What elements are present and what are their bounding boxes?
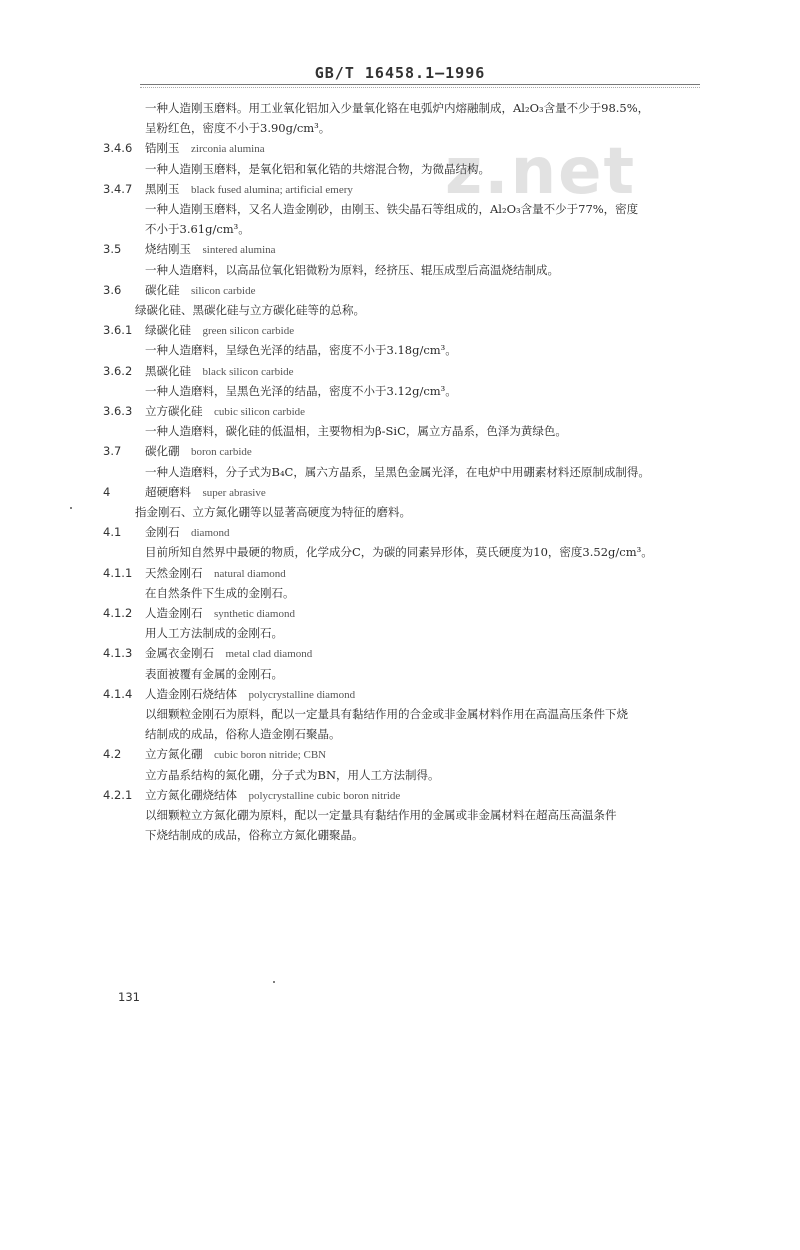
scan-speck <box>70 507 72 509</box>
term-english: diamond <box>191 527 230 540</box>
definition-text: 一种人造刚玉磨料。用工业氧化铝加入少量氧化铬在电弧炉内熔融制成，Al₂O₃含量不少于98.5%， <box>145 101 650 115</box>
definition-text: 一种人造磨料，碳化硅的低温相，主要物相为β-SiC，属立方晶系，色泽为黄绿色。 <box>145 424 567 439</box>
term-title: 立方氮化硼烧结体 <box>145 787 237 802</box>
clause-number: 3.4.7 <box>103 181 133 196</box>
term-line <box>145 282 255 299</box>
definition-text: 指金刚石、立方氮化硼等以显著高硬度为特征的磨料。 <box>135 505 411 519</box>
clause-number: 3.4.6 <box>103 141 133 156</box>
term-line <box>145 787 400 804</box>
definition-text: 绿碳化硅、黑碳化硅与立方碳化硅等的总称。 <box>135 303 365 317</box>
term-english: metal clad diamond <box>225 648 313 661</box>
term-line <box>145 181 353 198</box>
term-english: boron carbide <box>191 446 252 459</box>
clause-number: 4 <box>103 484 111 499</box>
definition-text: 一种人造磨料，分子式为B₄C，属六方晶系，呈黑色金属光泽，在电炉中用硼素材料还原制成制得。 <box>145 464 650 479</box>
term-line <box>145 605 295 622</box>
clause-number: 3.7 <box>103 444 122 459</box>
term-english: zirconia alumina <box>191 143 265 156</box>
term-title: 绿碳化硅 <box>145 323 191 338</box>
definition-text: 不小于3.61g/cm³。 <box>145 222 250 237</box>
term-title: 超硬磨料 <box>145 484 191 499</box>
term-english: green silicon carbide <box>202 325 295 338</box>
term-english: black silicon carbide <box>202 365 294 378</box>
clause-number: 4.1.4 <box>103 686 133 701</box>
definition-text: 目前所知自然界中最硬的物质，化学成分C，为碳的同素异形体，莫氏硬度为10，密度3.52g/cm³。 <box>145 545 653 560</box>
clause-number: 4.1.2 <box>103 606 133 620</box>
definition-text: 一种人造刚玉磨料，又名人造金刚砂，由刚玉、铁尖晶石等组成的，Al₂O₃含量不少于77%，密度 <box>145 202 639 216</box>
term-title: 碳化硅 <box>145 282 180 297</box>
definition-text: 下烧结制成的成品，俗称立方氮化硼聚晶。 <box>145 828 364 843</box>
term-title: 立方碳化硅 <box>145 404 203 418</box>
term-title: 立方氮化硼 <box>145 747 203 762</box>
term-english: black fused alumina; artificial emery <box>191 183 353 196</box>
definition-text: 一种人造磨料，呈绿色光泽的结晶，密度不小于3.18g/cm³。 <box>145 343 457 358</box>
clause-number: 3.6 <box>103 282 122 297</box>
clause-number: 4.1.3 <box>103 646 133 661</box>
definition-text: 以细颗粒立方氮化硼为原料，配以一定量具有黏结作用的金属或非金属材料在超高压高温条件 <box>145 808 617 822</box>
definition-text: 呈粉红色，密度不小于3.90g/cm³。 <box>145 121 331 136</box>
clause-number: 4.2.1 <box>103 787 133 802</box>
term-title: 烧结刚玉 <box>145 242 191 257</box>
clause-number: 4.2 <box>103 747 122 762</box>
term-line <box>145 403 305 420</box>
definition-text: 一种人造刚玉磨料，是氧化铝和氧化锆的共熔混合物，为微晶结构。 <box>145 161 490 176</box>
term-title: 人造金刚石 <box>145 606 203 620</box>
clause-number: 3.6.2 <box>103 363 133 378</box>
term-english: synthetic diamond <box>214 608 295 620</box>
term-title: 金刚石 <box>145 525 180 540</box>
term-title: 金属衣金刚石 <box>145 646 214 661</box>
standard-number-header: GB/T 16458.1—1996 <box>314 64 486 82</box>
term-title: 黑刚玉 <box>145 181 180 196</box>
term-english: cubic boron nitride; CBN <box>214 749 327 762</box>
page-number: 131 <box>118 990 140 1004</box>
definition-text: 结制成的成品，俗称人造金刚石聚晶。 <box>145 727 341 742</box>
term-english: cubic silicon carbide <box>214 406 306 418</box>
definition-text: 在自然条件下生成的金刚石。 <box>145 585 295 600</box>
term-english: silicon carbide <box>191 284 256 297</box>
scan-speck <box>273 981 275 983</box>
clause-number: 3.6.3 <box>103 404 133 418</box>
definition-text: 表面被覆有金属的金刚石。 <box>145 666 283 681</box>
clause-number: 4.1.1 <box>103 565 133 580</box>
clause-number: 3.6.1 <box>103 323 133 338</box>
clause-number: 4.1 <box>103 525 122 540</box>
term-english: sintered alumina <box>202 244 276 257</box>
term-line <box>145 565 286 582</box>
term-line <box>145 241 276 258</box>
term-line <box>145 645 312 662</box>
term-english: polycrystalline diamond <box>248 688 356 701</box>
term-line <box>145 322 294 339</box>
term-line <box>145 140 265 157</box>
term-title: 黑碳化硅 <box>145 363 191 378</box>
term-line <box>145 363 294 380</box>
term-english: natural diamond <box>214 567 286 580</box>
definition-text: 以细颗粒金刚石为原料，配以一定量具有黏结作用的合金或非金属材料作用在高温高压条件下烧 <box>145 707 628 721</box>
watermark: z.net <box>445 135 637 209</box>
header-rule <box>140 84 700 85</box>
definition-text: 用人工方法制成的金刚石。 <box>145 626 283 641</box>
term-line <box>145 746 326 763</box>
clause-number: 3.5 <box>103 242 122 257</box>
term-line <box>145 443 252 460</box>
term-title: 碳化硼 <box>145 444 180 459</box>
term-line <box>145 686 355 703</box>
term-line <box>145 484 266 501</box>
term-title: 人造金刚石烧结体 <box>145 686 237 701</box>
term-english: polycrystalline cubic boron nitride <box>248 789 401 802</box>
definition-text: 一种人造磨料，以高品位氧化铝微粉为原料，经挤压、辊压成型后高温烧结制成。 <box>145 262 559 277</box>
header-rule-dotted <box>140 87 700 88</box>
term-title: 天然金刚石 <box>145 565 203 580</box>
definition-text: 一种人造磨料，呈黑色光泽的结晶，密度不小于3.12g/cm³。 <box>145 383 457 398</box>
definition-text: 立方晶系结构的氮化硼，分子式为BN，用人工方法制得。 <box>145 767 440 782</box>
term-title: 锆刚玉 <box>145 141 180 156</box>
term-line <box>145 524 230 541</box>
term-english: super abrasive <box>202 486 266 499</box>
